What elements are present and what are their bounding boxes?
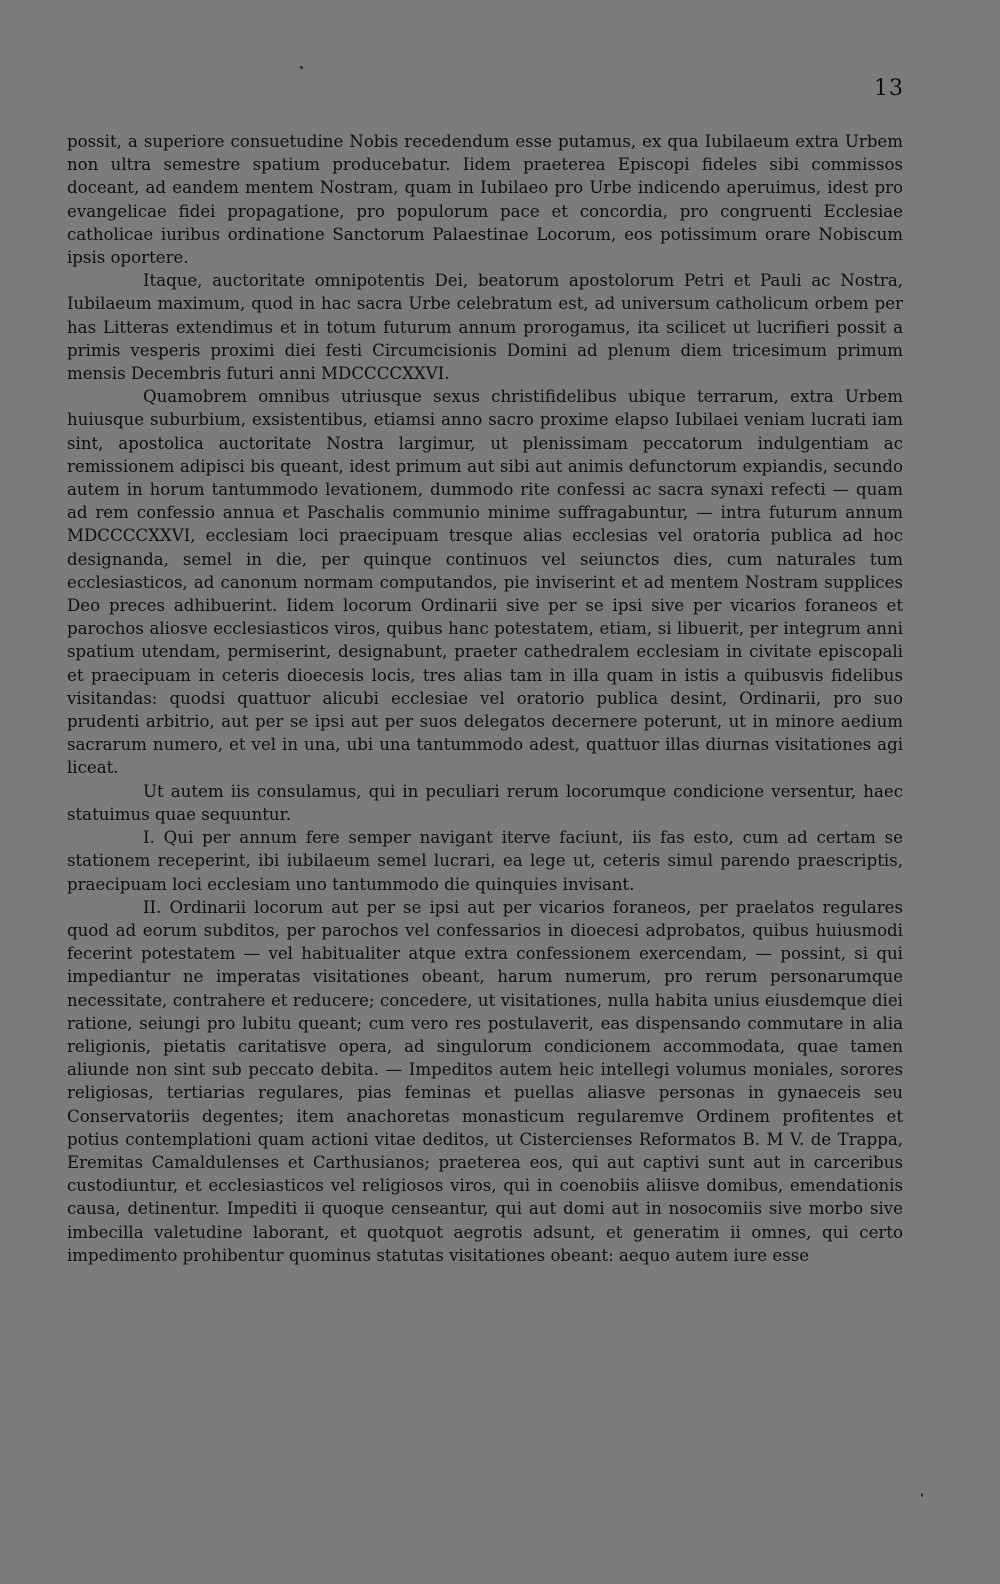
paragraph-ut-autem: Ut autem iis consulamus, qui in peculiari rerum locorumque condicione versentur, haec statuimus quae sequuntur.	[67, 781, 903, 824]
print-speck	[300, 66, 303, 69]
paragraph-item-1: I. Qui per annum fere semper navigant iterve faciunt, iis fas esto, cum ad certam se stationem receperint, ibi iubilaeum semel lucrari, ea lege ut, ceteris simul parendo praescriptis, praecipuam loci ecclesiam uno tantummodo die quinquies invisant.	[67, 828, 903, 894]
paragraph-continuation: possit, a superiore consuetudine Nobis recedendum esse putamus, ex qua Iubilaeum extra Urbem non ultra semestre spatium producebatur. Iidem praeterea Episcopi fideles sibi commissos doceant, ad eandem mentem Nostram, quam in Iubilaeo pro Urbe indicendo aperuimus, idest pro evangelicae fidei propagatione, pro populorum pace et concordia, pro congruenti Ecclesiae catholicae iuribus ordinatione Sanctorum Palaestinae Locorum, eos potissimum orare Nobiscum ipsis oportere.	[67, 132, 903, 268]
page-number: 13	[874, 76, 904, 101]
paragraph-itaque: Itaque, auctoritate omnipotentis Dei, beatorum apostolorum Petri et Pauli ac Nostra, Iubilaeum maximum, quod in hac sacra Urbe celebratum est, ad universum catholicum orbem per has Litteras extendimus et in totum futurum annum prorogamus, ita scilicet ut lucrifieri possit a primis vesperis proximi diei festi Circumcisionis Domini ad plenum diem tricesimum primum mensis Decembris futuri anni MDCCCCXXVI.	[67, 271, 903, 384]
paragraph-quamobrem: Quamobrem omnibus utriusque sexus christifidelibus ubique terrarum, extra Urbem huiusque suburbium, exsistentibus, etiamsi anno sacro proxime elapso Iubilaei veniam lucrati iam sint, apostolica auctoritate Nostra largimur, ut plenissimam peccatorum indulgentiam ac remissionem adipisci bis queant, idest primum aut sibi aut animis defunctorum expiandis, secundo autem in horum tantummodo levationem, dummodo rite confessi ac sacra synaxi refecti — quam ad rem confessio annua et Paschalis communio minime suffragabuntur, — intra futurum annum MDCCCCXXVI, ecclesiam loci praecipuam tresque alias ecclesias vel oratoria publica ad hoc designanda, semel in die, per quinque continuos vel seiunctos dies, cum naturales tum ecclesiasticos, ad canonum normam computandos, pie inviserint et ad mentem Nostram supplices Deo preces adhibuerint. Iidem locorum Ordinarii sive per se ipsi sive per vicarios foraneos et parochos aliosve ecclesiasticos viros, quibus hanc potestatem, etiam, si libuerit, per integrum anni spatium utendam, permiserint, designabunt, praeter cathedralem ecclesiam in civitate episcopali et praecipuam in ceteris dioecesis locis, tres alias tam in illa quam in istis a quibusvis fidelibus visitandas: quodsi quattuor alicubi ecclesiae vel oratorio publica desint, Ordinarii, pro suo prudenti arbitrio, aut per se ipsi aut per suos delegatos decernere poterunt, ut in minore aedium sacrarum numero, et vel in una, ubi una tantummodo adest, quattuor illas diurnas visitationes agi liceat.	[67, 387, 903, 778]
text-body	[67, 130, 903, 1267]
print-speck	[921, 1493, 923, 1497]
paragraph-item-2: II. Ordinarii locorum aut per se ipsi aut per vicarios foraneos, per praelatos regulares quod ad eorum subditos, per parochos vel confessarios in dioecesi adprobatos, quibus huiusmodi fecerint potestatem — vel habitualiter atque extra confessionem exercendam, — possint, si qui impediantur ne imperatas visitationes obeant, harum numerum, pro rerum personarumque necessitate, contrahere et reducere; concedere, ut visitationes, nulla habita unius eiusdemque diei ratione, seiungi pro lubitu queant; cum vero res postulaverit, eas dispensando commutare in alia religionis, pietatis caritatisve opera, ad singulorum condicionem accommodata, quae tamen aliunde non sint sub peccato debita. — Impeditos autem heic intellegi volumus moniales, sorores religiosas, tertiarias regulares, pias feminas et puellas aliasve personas in gynaeceis seu Conservatoriis degentes; item anachoretas monasticum regularemve Ordinem profitentes et potius contemplationi quam actioni vitae deditos, ut Cistercienses Reformatos B. M V. de Trappa, Eremitas Camaldulenses et Carthusianos; praeterea eos, qui aut captivi sunt aut in carceribus custodiuntur, et ecclesiasticos vel religiosos viros, qui in coenobiis aliisve domibus, emendationis causa, detinentur. Impediti ii quoque censeantur, qui aut domi aut in nosocomiis sive morbo sive imbecilla valetudine laborant, et quotquot aegrotis adsunt, et generatim ii omnes, qui certo impedimento prohibentur quominus statutas visitationes obeant: aequo autem iure esse	[67, 897, 903, 1265]
